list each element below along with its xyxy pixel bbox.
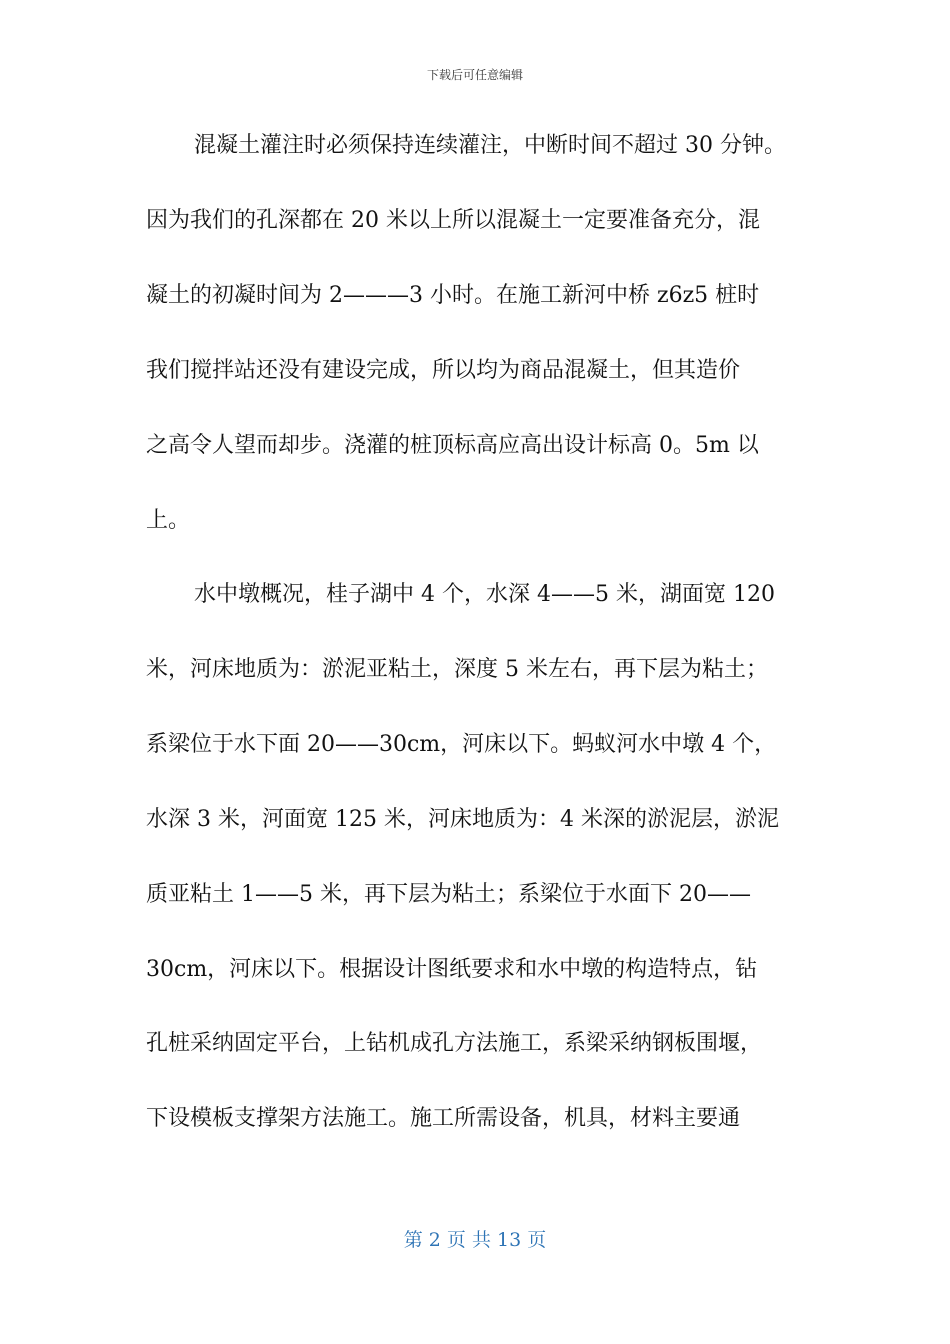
- text-line: 混凝土灌注时必须保持连续灌注，中断时间不超过 30 分钟。: [194, 133, 786, 158]
- text-line: 因为我们的孔深都在 20 米以上所以混凝土一定要准备充分，混: [146, 208, 760, 233]
- text-line: 质亚粘土 1——5 米，再下层为粘土；系梁位于水面下 20——: [146, 882, 751, 907]
- text-line: 上。: [146, 508, 191, 533]
- page-number: 第 2 页 共 13 页: [403, 1229, 547, 1251]
- text-line: 孔桩采纳固定平台，上钻机成孔方法施工，系梁采纳钢板围堰，: [146, 1031, 763, 1056]
- text-line: 之高令人望而却步。浇灌的桩顶标高应高出设计标高 0。5m 以: [146, 433, 759, 458]
- page-header-note: 下载后可任意编辑: [426, 68, 523, 82]
- text-line: 我们搅拌站还没有建设完成，所以均为商品混凝土，但其造价: [146, 358, 741, 383]
- text-line: 30cm，河床以下。根据设计图纸要求和水中墩的构造特点，钻: [146, 957, 758, 982]
- text-line: 水深 3 米，河面宽 125 米，河床地质为：4 米深的淤泥层，淤泥: [146, 807, 779, 832]
- text-line: 米，河床地质为：淤泥亚粘土，深度 5 米左右，再下层为粘土；: [146, 657, 768, 682]
- text-line: 系梁位于水下面 20——30cm，河床以下。蚂蚁河水中墩 4 个，: [146, 732, 777, 757]
- text-line: 凝土的初凝时间为 2———3 小时。在施工新河中桥 z6z5 桩时: [146, 283, 760, 308]
- text-line: 水中墩概况，桂子湖中 4 个，水深 4——5 米，湖面宽 120: [194, 582, 775, 607]
- text-line: 下设模板支撑架方法施工。施工所需设备，机具，材料主要通: [146, 1106, 741, 1131]
